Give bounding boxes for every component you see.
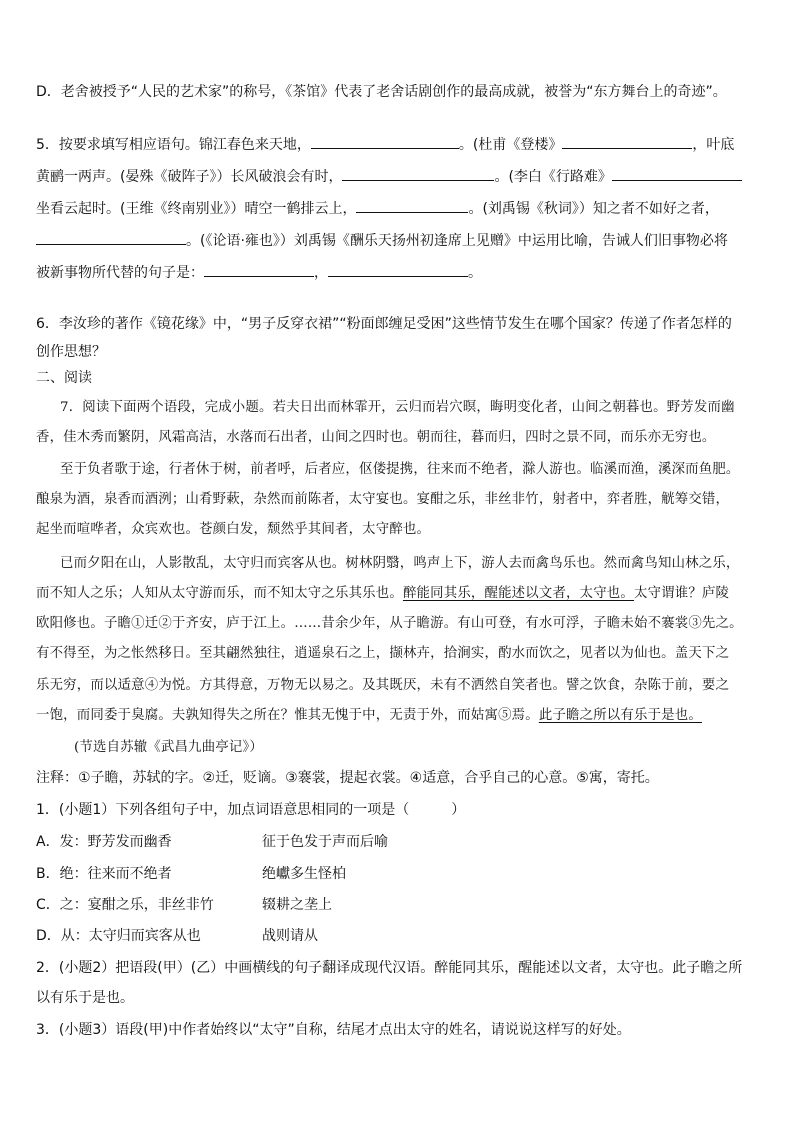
- passage-line: 香，佳木秀而繁阴，风霜高洁，水落而石出者，山间之四时也。朝而往，暮而归，四时之景不同，而乐亦无穷也。: [36, 430, 716, 445]
- passage-text: 太守谓谁？庐陵: [634, 586, 730, 601]
- q5-text: 。(刘禹锡《秋词》）知之者不如好之者，: [468, 201, 719, 217]
- passage-line: 有不得至，为之怅然移日。至其翩然独往，逍遥泉石之上，撷林卉，拾涧实，酌水而饮之，见者以为仙也。盖天下之: [36, 646, 730, 661]
- q5-text: 。: [468, 265, 482, 281]
- underlined-sentence: 醉能同其乐，醒能述以文者，太守也。: [402, 586, 634, 601]
- option-right: 辍耕之垄上: [262, 897, 332, 913]
- option-b[interactable]: [36, 864, 758, 884]
- q5-text: 被新事物所代替的句子是：: [36, 265, 204, 281]
- q5-text: ，: [314, 265, 328, 281]
- q5-text: 黄鹂一两声。(晏殊《破阵子》）长风破浪会有时，: [36, 169, 343, 185]
- q4-option-d: D．老舍被授予“人民的艺术家”的称号，《茶馆》代表了老舍话剧创作的最高成就，被誉为“东方舞台上的奇迹”。: [36, 84, 727, 100]
- q5-text: 5．按要求填写相应语句。锦江春色来天地，: [36, 137, 311, 153]
- answer-blank[interactable]: [342, 166, 494, 181]
- passage-line: 至于负者歌于途，行者休于树，前者呼，后者应，伛偻提携，往来而不绝者，滁人游也。临溪而渔，溪深而鱼肥。: [60, 462, 740, 477]
- passage-line: 酿泉为酒，泉香而酒洌；山肴野蔌，杂然而前陈者，太守宴也。宴酣之乐，非丝非竹，射者中，弈者胜，觥筹交错，: [36, 492, 730, 507]
- passage-line: 起坐而喧哗者，众宾欢也。苍颜白发，颓然乎其间者，太守醉也。: [36, 522, 431, 537]
- option-a[interactable]: [36, 832, 758, 852]
- answer-blank[interactable]: [311, 134, 459, 149]
- option-right: 绝巘多生怪柏: [262, 866, 346, 882]
- q6-line-2: 创作思想？: [36, 344, 106, 360]
- answer-blank[interactable]: [36, 230, 186, 245]
- q6-line-1: 6．李汝珍的著作《镜花缘》中，“男子反穿衣裙”“粉面郎缠足受困”这些情节发生在哪个国家？传递了作者怎样的: [36, 316, 732, 332]
- option-right: 征于色发于声而后喻: [262, 834, 388, 850]
- sub-question-2-line-1: 2．(小题2）把语段(甲）(乙）中画横线的句子翻译成现代汉语。醉能同其乐，醒能述以文者，太守也。此子瞻之所: [36, 960, 743, 976]
- option-left: D．从：太守归而宾客从也: [36, 928, 201, 944]
- answer-blank[interactable]: [328, 262, 468, 277]
- option-c[interactable]: [36, 895, 758, 915]
- option-right: 战则请从: [262, 928, 318, 944]
- q5-line-3: [36, 198, 758, 219]
- answer-blank[interactable]: [562, 134, 692, 149]
- answer-blank[interactable]: [612, 166, 742, 181]
- option-d[interactable]: [36, 926, 758, 946]
- answer-blank[interactable]: [204, 262, 314, 277]
- sub-question-2-line-2: 以有乐于是也。: [36, 990, 134, 1006]
- option-left: B．绝：往来而不绝者: [36, 866, 172, 882]
- passage-line: [36, 584, 758, 604]
- sub-question-3: 3．(小题3）语段(甲)中作者始终以“太守”自称，结尾才点出太守的姓名，请说说这样写的好处。: [36, 1022, 631, 1038]
- passage-text: 而不知人之乐；人知从太守游而乐，而不知太守之乐其乐也。: [36, 586, 403, 601]
- q5-line-2: [36, 166, 758, 187]
- passage-line: 7．阅读下面两个语段，完成小题。若夫日出而林霏开，云归而岩穴暝，晦明变化者，山间之朝暮也。野芳发而幽: [60, 400, 735, 415]
- q5-line-1: [36, 134, 758, 155]
- passage-line: 欧阳修也。子瞻①迁②于齐安，庐于江上。……昔余少年，从子瞻游。有山可登，有水可浮，子瞻未始不褰裳③先之。: [36, 616, 743, 631]
- passage-line: 已而夕阳在山，人影散乱，太守归而宾客从也。树林阴翳，鸣声上下，游人去而禽鸟乐也。然而禽鸟知山林之乐，: [60, 556, 740, 571]
- sub-question-1: 1．(小题1）下列各组句子中，加点词语意思相同的一项是（ ）: [36, 802, 466, 818]
- q5-text: 。(杜甫《登楼》: [458, 137, 563, 153]
- section-heading: 二、阅读: [36, 370, 92, 386]
- q5-line-5: [36, 262, 758, 283]
- passage-line: [36, 706, 758, 726]
- option-left: A．发：野芳发而幽香: [36, 834, 172, 850]
- q5-text: 坐看云起时。(王维《终南别业》）晴空一鹤排云上，: [36, 201, 357, 217]
- notes: 注释：①子瞻，苏轼的字。②迁，贬谪。③褰裳，提起衣裳。④适意，合乎自己的心意。⑤寓，寄托。: [36, 770, 659, 786]
- underlined-sentence: 此子瞻之所以有乐于是也。: [538, 708, 702, 723]
- passage-line: 乐无穷，而以适意④为悦。方其得意，万物无以易之。及其既厌，未有不洒然自笑者也。譬之饮食，杂陈于前，要之: [36, 678, 730, 693]
- passage-source: (节选自苏辙《武昌九曲亭记》）: [74, 740, 263, 755]
- answer-blank[interactable]: [356, 198, 468, 213]
- passage-text: 一饱，而同委于臭腐。夫孰知得失之所在？惟其无愧于中，无责于外，而姑寓⑤焉。: [36, 708, 539, 723]
- q5-text: 。(李白《行路难》: [494, 169, 612, 185]
- q5-text: ，叶底: [692, 137, 735, 153]
- q5-line-4: [36, 230, 758, 251]
- q5-text: 。(《论语·雍也》）刘禹锡《酬乐天扬州初逢席上见赠》中运用比喻，告诫人们旧事物必将: [186, 233, 728, 249]
- option-left: C．之：宴酣之乐，非丝非竹: [36, 897, 214, 913]
